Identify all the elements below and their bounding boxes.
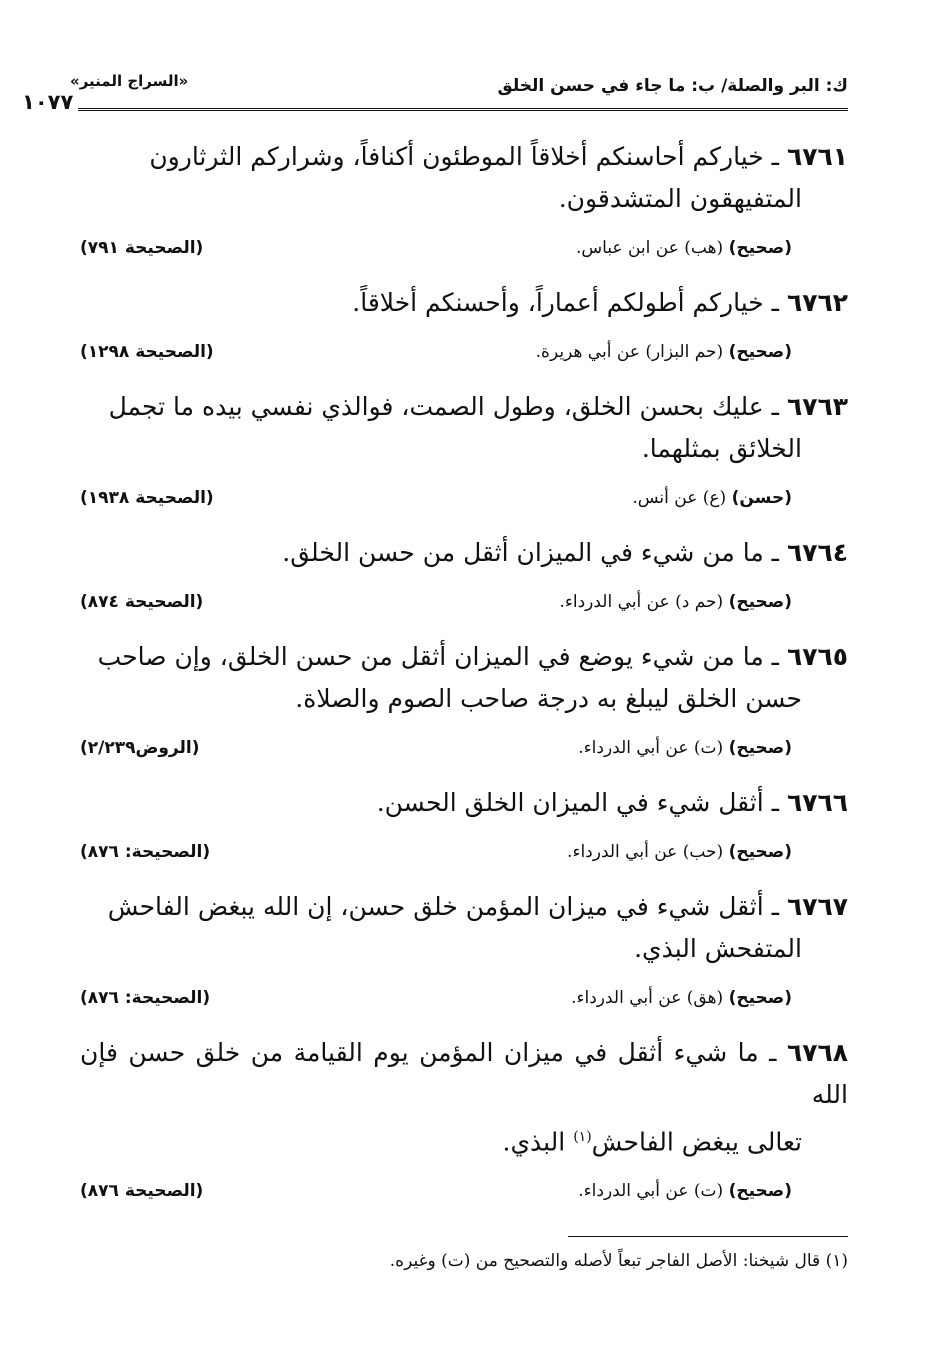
grade: (صحيح) [728, 988, 792, 1008]
page-header [22, 66, 848, 120]
hadith-entry [80, 782, 848, 864]
hadith-number: ٦٧٦٦ [786, 788, 848, 817]
hadith-text: ٦٧٦٥ ـ ما من شيء يوضع في الميزان أثقل من حسن الخلق، وإن صاحب حسن الخلق ليبلغ به درجة صاحب الصوم والصلاة. [97, 642, 848, 713]
hadith-number: ٦٧٦٤ [786, 538, 848, 567]
grade: (صحيح) [728, 592, 792, 612]
hadith-entry [80, 886, 848, 1010]
hadith-text: ٦٧٦٢ ـ خياركم أطولكم أعماراً، وأحسنكم أخلاقاً. [352, 288, 848, 317]
reference-book: (الصحيحة ١٩٣٨) [80, 488, 214, 508]
hadith-text: ٦٧٦٦ ـ أثقل شيء في الميزان الخلق الحسن. [376, 788, 848, 817]
chapter-heading: ك: البر والصلة/ ب: ما جاء في حسن الخلق [497, 76, 848, 96]
reference-book: (الصحيحة: ٨٧٦) [80, 988, 211, 1008]
header-rule [78, 108, 848, 115]
hadith-text: ٦٧٦٨ ـ ما شيء أثقل في ميزان المؤمن يوم القيامة من خلق حسن فإن الله تعالى يبغض الفاحش$^{(١)}$ البذي. [80, 1038, 849, 1157]
hadith-entry [80, 1032, 848, 1203]
hadith-text: ٦٧٦٣ ـ عليك بحسن الخلق، وطول الصمت، فوالذي نفسي بيده ما تجمل الخلائق بمثلهما. [108, 392, 848, 463]
hadith-reference: (صحيح) (حب) عن أبي الدرداء. (الصحيحة: ٨٧٦) [80, 842, 792, 862]
reference-book: (الروض٢/٢٣٩) [80, 738, 200, 758]
hadith-entry [80, 136, 848, 260]
hadith-list [80, 136, 848, 1225]
reference-book: (الصحيحة ٨٧٦) [80, 1181, 204, 1202]
footnote [390, 1248, 848, 1274]
footnote-marker: (١) [573, 1129, 592, 1145]
grade: (حسن) [731, 488, 792, 508]
footnote-separator [568, 1236, 848, 1237]
grade: (صحيح) [728, 842, 792, 862]
hadith-entry [80, 636, 848, 760]
footnote-text: قال شيخنا: الأصل الفاجر تبعاً لأصله والتصحيح من (ت) وغيره. [389, 1251, 821, 1271]
grade: (صحيح) [728, 342, 792, 362]
footnote-number: (١) [825, 1251, 848, 1271]
hadith-reference: (صحيح) (حم البزار) عن أبي هريرة. (الصحيحة ١٢٩٨) [80, 342, 792, 362]
grade: (صحيح) [728, 738, 792, 758]
hadith-number: ٦٧٦٥ [786, 642, 848, 671]
hadith-entry [80, 532, 848, 614]
hadith-entry [80, 282, 848, 364]
hadith-entry [80, 386, 848, 510]
hadith-text: ٦٧٦٧ ـ أثقل شيء في ميزان المؤمن خلق حسن، إن الله يبغض الفاحش المتفحش البذي. [107, 892, 848, 963]
book-title: «السراج المنير» [70, 72, 189, 90]
hadith-reference: (صحيح) (هق) عن أبي الدرداء. (الصحيحة: ٨٧٦) [80, 988, 792, 1008]
reference-book: (الصحيحة ١٢٩٨) [80, 342, 214, 362]
grade: (صحيح) [728, 1181, 792, 1202]
hadith-text: ٦٧٦٤ ـ ما من شيء في الميزان أثقل من حسن الخلق. [282, 538, 848, 567]
hadith-number: ٦٧٦٧ [786, 892, 848, 921]
hadith-reference: (صحيح) (ت) عن أبي الدرداء. (الروض٢/٢٣٩) [80, 738, 792, 758]
page-number: ١٠٧٧ [22, 90, 74, 114]
hadith-number: ٦٧٦٢ [786, 288, 848, 317]
hadith-number: ٦٧٦٨ [786, 1038, 849, 1067]
hadith-reference: (صحيح) (ت) عن أبي الدرداء. (الصحيحة ٨٧٦) [80, 1181, 792, 1202]
hadith-text: ٦٧٦١ ـ خياركم أحاسنكم أخلاقاً الموطئون أكنافاً، وشراركم الثرثارون المتفيهقون المتشدقون. [149, 142, 848, 213]
hadith-reference: (صحيح) (حم د) عن أبي الدرداء. (الصحيحة ٨٧٤) [80, 592, 792, 612]
reference-book: (الصحيحة ٨٧٤) [80, 592, 204, 612]
reference-book: (الصحيحة: ٨٧٦) [80, 842, 211, 862]
hadith-reference: (صحيح) (هب) عن ابن عباس. (الصحيحة ٧٩١) [80, 238, 792, 258]
hadith-number: ٦٧٦١ [786, 142, 848, 171]
reference-book: (الصحيحة ٧٩١) [80, 238, 204, 258]
grade: (صحيح) [728, 238, 792, 258]
hadith-number: ٦٧٦٣ [786, 392, 848, 421]
hadith-reference: (حسن) (ع) عن أنس. (الصحيحة ١٩٣٨) [80, 488, 792, 508]
